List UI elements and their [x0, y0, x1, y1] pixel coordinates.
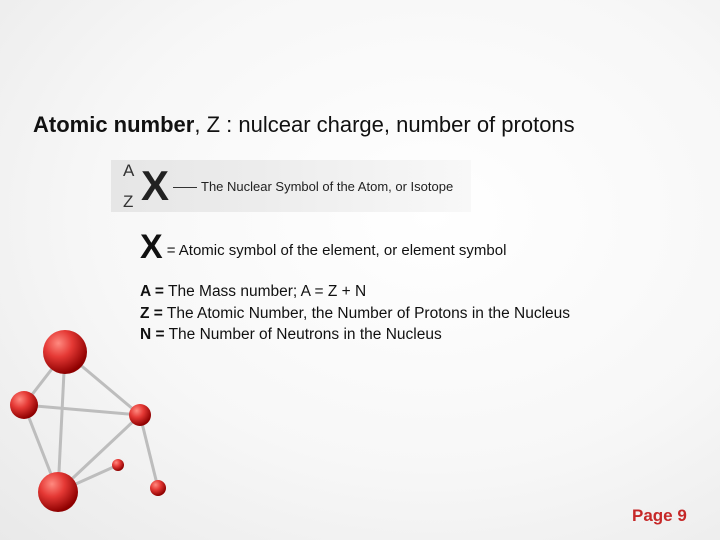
atomic-number-symbol: Z — [123, 192, 134, 211]
definition-term: N = — [140, 326, 165, 343]
molecule-atom — [112, 459, 124, 471]
symbol-x: X — [140, 228, 163, 266]
definition-row — [140, 324, 570, 346]
definition-text: The Mass number; A = Z + N — [163, 283, 367, 300]
definition-text: The Number of Neutrons in the Nucleus — [164, 326, 442, 343]
mass-number-symbol: A — [123, 161, 135, 180]
definition-row — [140, 303, 570, 325]
symbol-definition — [140, 228, 506, 267]
molecule-atom — [43, 330, 87, 374]
pointer-line — [173, 187, 197, 188]
definition-row — [140, 281, 570, 303]
nuclear-symbol-caption: The Nuclear Symbol of the Atom, or Isotope — [201, 179, 454, 194]
molecule-atom — [150, 480, 166, 496]
title-bold: Atomic number — [33, 112, 195, 137]
definition-term: A = — [140, 283, 164, 300]
molecule-atom — [10, 391, 38, 419]
title-rest: , Z : nulcear charge, number of protons — [194, 112, 575, 137]
molecule-atom — [38, 472, 78, 512]
definition-term: Z = — [140, 304, 163, 322]
slide-title — [33, 112, 575, 138]
nuclear-symbol-figure — [111, 160, 471, 212]
molecule-atom — [129, 404, 151, 426]
symbol-definition-text: = Atomic symbol of the element, or element symbol — [166, 242, 507, 259]
element-symbol: X — [141, 162, 170, 209]
page-number: Page 9 — [632, 506, 687, 525]
definitions-list — [140, 281, 570, 346]
definition-text: The Atomic Number, the Number of Protons in the Nucleus — [162, 304, 571, 322]
